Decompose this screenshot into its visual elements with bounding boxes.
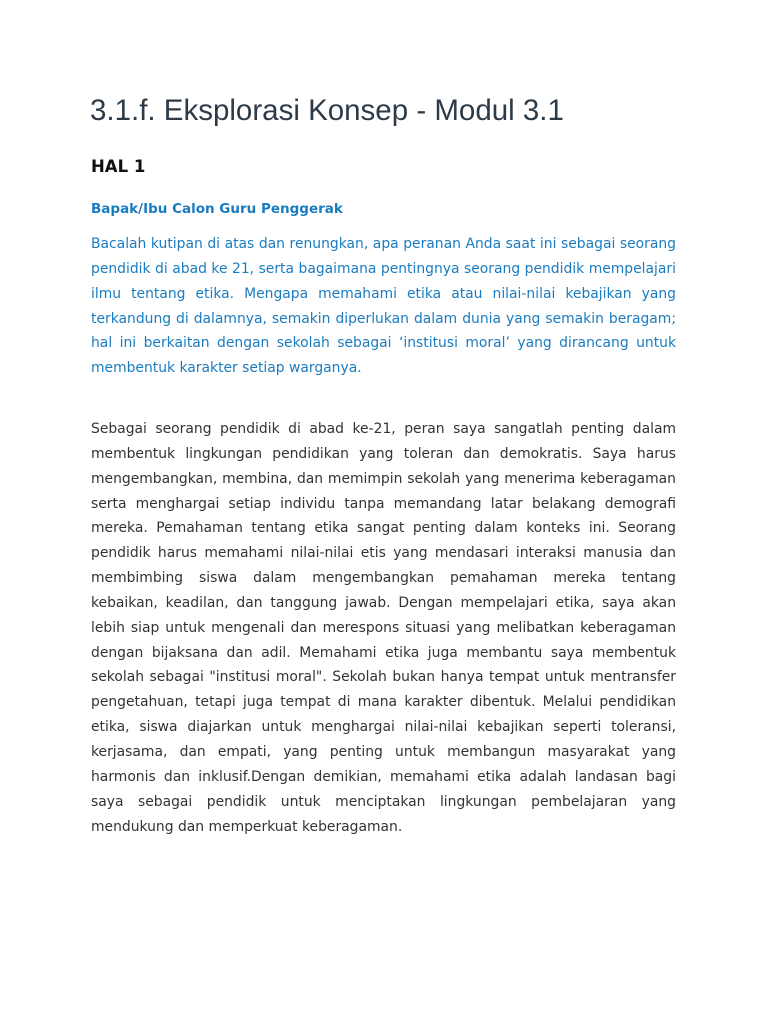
salutation-heading: Bapak/Ibu Calon Guru Penggerak: [91, 201, 343, 217]
answer-paragraph: Sebagai seorang pendidik di abad ke-21, peran saya sangatlah penting dalam membentuk lingkungan pendidikan yang toleran dan demokratis. Saya harus mengembangkan, membina, dan memimpin sekolah yang menerima keberagaman serta menghargai setiap individu tanpa memandang latar belakang demografi mereka. Pemahaman tentang etika sangat penting dalam konteks ini. Seorang pendidik harus memahami nilai-nilai etis yang mendasari interaksi manusia dan membimbing siswa dalam mengembangkan pemahaman mereka tentang kebaikan, keadilan, dan tanggung jawab. Dengan mempelajari etika, saya akan lebih siap untuk mengenali dan merespons situasi yang melibatkan keberagaman dengan bijaksana dan adil. Memahami etika juga membantu saya membentuk sekolah sebagai "institusi moral". Sekolah bukan hanya tempat untuk mentransfer pengetahuan, tetapi juga tempat di mana karakter dibentuk. Melalui pendidikan etika, siswa diajarkan untuk menghargai nilai-nilai kebajikan seperti toleransi, kerjasama, dan empati, yang penting untuk membangun masyarakat yang harmonis dan inklusif.Dengan demikian, memahami etika adalah landasan bagi saya sebagai pendidik untuk menciptakan lingkungan pembelajaran yang mendukung dan memperkuat keberagaman.: [91, 421, 676, 835]
section-heading: HAL 1: [91, 157, 146, 176]
page-title: 3.1.f. Eksplorasi Konsep - Modul 3.1: [90, 94, 564, 127]
prompt-paragraph: Bacalah kutipan di atas dan renungkan, apa peranan Anda saat ini sebagai seorang pendidik di abad ke 21, serta bagaimana pentingnya seorang pendidik mempelajari ilmu tentang etika. Mengapa memahami etika atau nilai-nilai kebajikan yang terkandung di dalamnya, semakin diperlukan dalam dunia yang semakin beragam; hal ini berkaitan dengan sekolah sebagai ‘institusi moral’ yang dirancang untuk membentuk karakter setiap warganya.: [91, 236, 676, 377]
